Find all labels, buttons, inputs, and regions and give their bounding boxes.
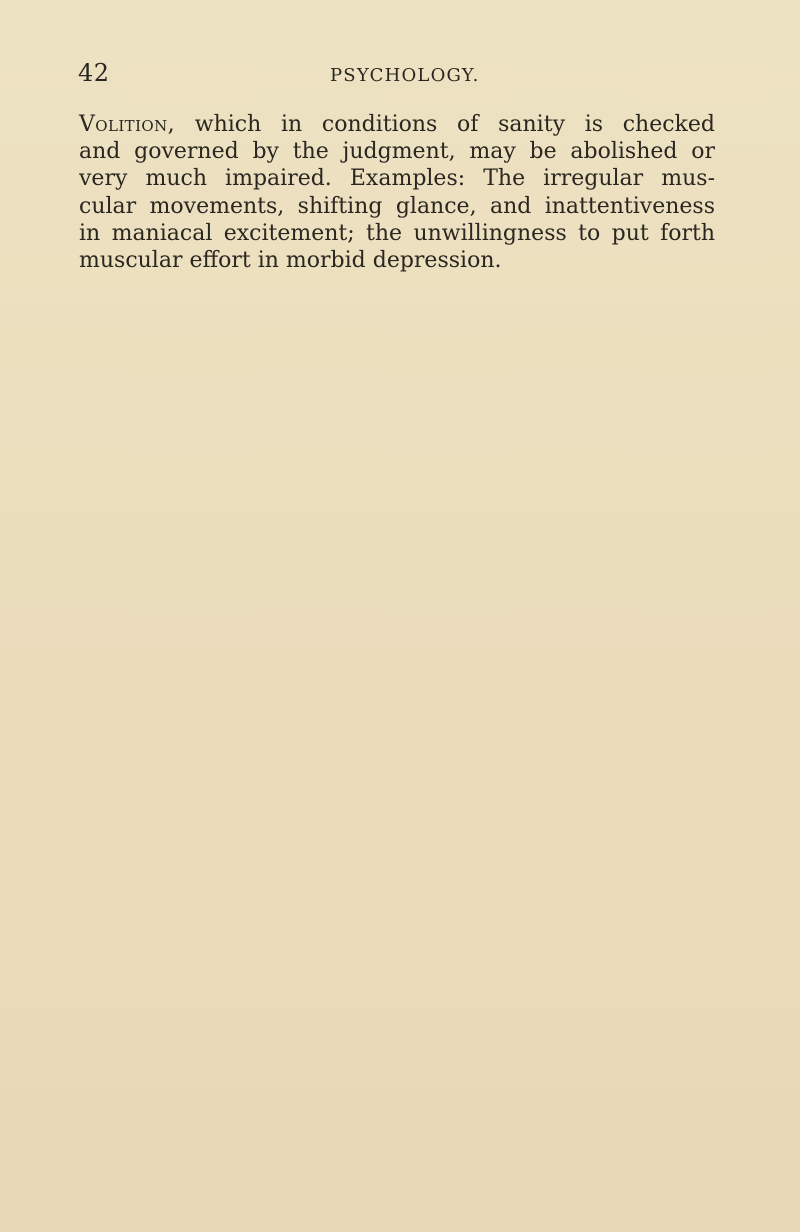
paragraph-line-4: cular movements, shifting glance, and inattentiveness: [79, 193, 715, 219]
page-number: 42: [78, 59, 110, 87]
page-header: [78, 58, 728, 90]
paragraph: [79, 111, 715, 274]
lead-term: Volition,: [79, 112, 176, 137]
line-text: which in conditions of sanity is checked: [175, 112, 715, 137]
paragraph-line-3: very much impaired. Examples: The irregular mus-: [79, 166, 715, 192]
paragraph-line-2: and governed by the judgment, may be abolished or: [79, 139, 715, 165]
paragraph-line-5: in maniacal excitement; the unwillingness to put forth: [79, 220, 715, 246]
paragraph-line-6: muscular effort in morbid depression.: [79, 248, 502, 274]
paragraph-line-1: [79, 111, 715, 138]
running-head: PSYCHOLOGY.: [330, 65, 480, 86]
